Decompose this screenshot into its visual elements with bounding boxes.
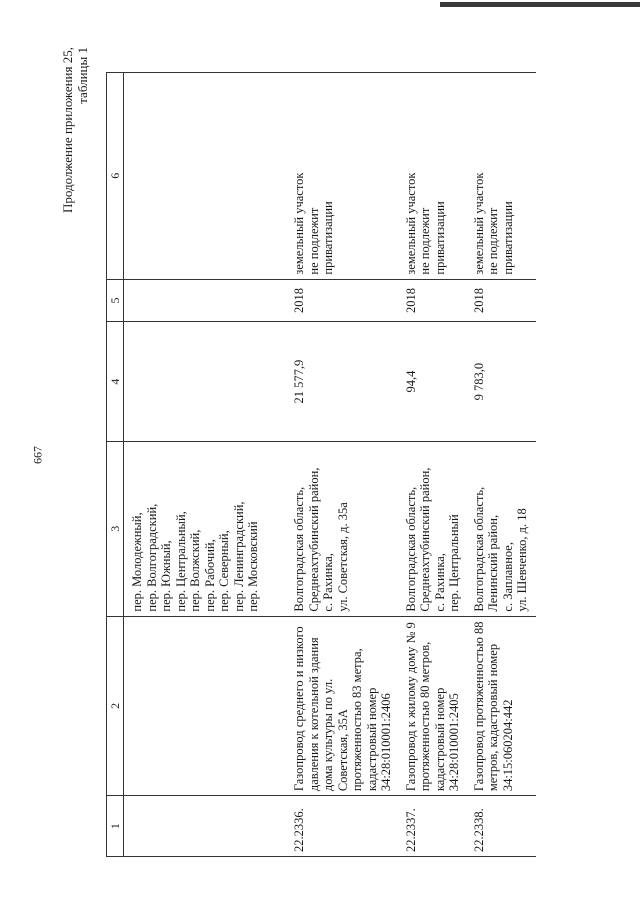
rotated-sheet xyxy=(60,47,580,857)
row-year: 2018 xyxy=(400,279,468,322)
row-value: 94,4 xyxy=(400,322,468,441)
column-header: 4 xyxy=(107,322,124,441)
table-header-row xyxy=(107,73,124,857)
column-header: 5 xyxy=(107,279,124,322)
table-row xyxy=(288,73,400,857)
table-row xyxy=(468,73,536,857)
row-name: Газопровод к жилому дому № 9 протяженностью 80 метров, кадастровый номер 34:28:010001:2405 xyxy=(400,616,468,796)
row-id: 22.2336. xyxy=(288,796,400,857)
row-value: 21 577,9 xyxy=(288,322,400,441)
table-row xyxy=(400,73,468,857)
register-table xyxy=(106,72,536,857)
continuation-note xyxy=(60,47,90,213)
column-header: 6 xyxy=(107,73,124,280)
row-address: Волгоградская область, Среднеахтубинский район, с. Рахинка, пер. Центральный xyxy=(400,441,468,616)
top-rule xyxy=(440,2,640,7)
column-header: 1 xyxy=(107,796,124,857)
continuation-line-2: таблицы 1 xyxy=(75,47,90,104)
table-cell xyxy=(124,322,289,441)
row-year: 2018 xyxy=(288,279,400,322)
row-id: 22.2337. xyxy=(400,796,468,857)
page-number: 667 xyxy=(30,446,45,464)
table-row-continuation xyxy=(124,73,289,857)
table-cell xyxy=(124,796,289,857)
row-address: Волгоградская область, Ленинский район, с. Заплавное, ул. Шевченко, д. 18 xyxy=(468,441,536,616)
row-name: Газопровод протяженностью 88 метров, кадастровый номер 34:15:060204:442 xyxy=(468,616,536,796)
row-name: Газопровод среднего и низкого давления к котельной здания дома культуры по ул. Советская, 35А протяженностью 83 метра, кадастровый номер 34:28:010001:2406 xyxy=(288,616,400,796)
street-list: пер. Молодежный, пер. Волгоградский, пер. Южный, пер. Центральный, пер. Волжский, пер. Рабочий, пер. Северный, пер. Ленинградский, пер. Московский xyxy=(124,441,289,616)
row-note: земельный участок не подлежит приватизации xyxy=(400,73,468,280)
row-id: 22.2338. xyxy=(468,796,536,857)
row-value: 9 783,0 xyxy=(468,322,536,441)
row-address: Волгоградская область, Среднеахтубинский район, с. Рахинка, ул. Советская, д. 35а xyxy=(288,441,400,616)
column-header: 3 xyxy=(107,441,124,616)
table-cell xyxy=(124,73,289,280)
table-cell xyxy=(124,279,289,322)
column-header: 2 xyxy=(107,616,124,796)
row-note: земельный участок не подлежит приватизации xyxy=(468,73,536,280)
continuation-line-1: Продолжение приложения 25, xyxy=(60,47,75,214)
row-note: земельный участок не подлежит приватизации xyxy=(288,73,400,280)
row-year: 2018 xyxy=(468,279,536,322)
table-cell xyxy=(124,616,289,796)
